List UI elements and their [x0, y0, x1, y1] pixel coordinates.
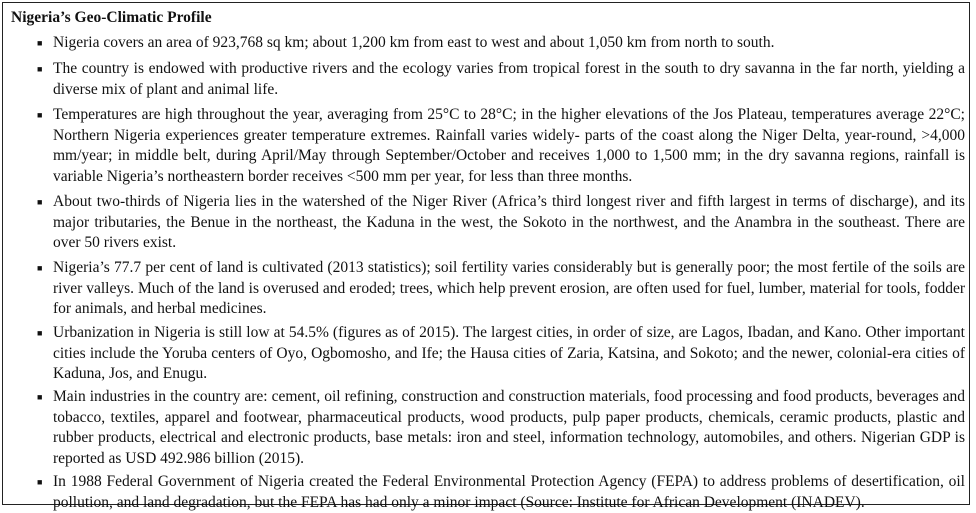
list-item [37, 472, 965, 513]
list-item-text: Nigeria’s 77.7 per cent of land is cultivated (2013 statistics); soil fertility varies considerably but is generally poor; the most fertile of the soils are river valleys. Much of the land is overused and eroded; trees, which help prevent erosion, are often used for fuel, lumber, material for tools, fodder for animals, and herbal medicines. [53, 259, 965, 317]
square-bullet-icon: ■ [37, 392, 43, 402]
profile-box [2, 2, 970, 511]
list-item [37, 258, 965, 320]
square-bullet-icon: ■ [37, 477, 43, 487]
list-item-text: Nigeria covers an area of 923,768 sq km; about 1,200 km from east to west and about 1,050 km from north to south. [53, 34, 775, 51]
list-item [37, 33, 965, 54]
list-item [37, 192, 965, 254]
list-item-text: The country is endowed with productive rivers and the ecology varies from tropical forest in the south to dry savanna in the far north, yielding a diverse mix of plant and animal life. [53, 60, 965, 98]
list-item [37, 387, 965, 469]
list-item [37, 105, 965, 187]
square-bullet-icon: ■ [37, 328, 43, 338]
square-bullet-icon: ■ [37, 64, 43, 74]
square-bullet-icon: ■ [37, 110, 43, 120]
square-bullet-icon: ■ [37, 197, 43, 207]
square-bullet-icon: ■ [37, 263, 43, 273]
square-bullet-icon: ■ [37, 38, 43, 48]
list-item-text: About two-thirds of Nigeria lies in the watershed of the Niger River (Africa’s third longest river and fifth largest in terms of discharge), and its major tributaries, the Benue in the northeast, the Kaduna in the west, the Sokoto in the northwest, and the Anambra in the southeast. There are over 50 rivers exist. [53, 193, 965, 251]
list-item-text: Temperatures are high throughout the year, averaging from 25°C to 28°C; in the higher elevations of the Jos Plateau, temperatures average 22°C; Northern Nigeria experiences greater temperature extremes. Rainfall varies widely- parts of the coast along the Niger Delta, year-round, >4,000 mm/year; in middle belt, during April/May through September/October and receives 1,000 to 1,500 mm; in the dry savanna regions, rainfall is variable Nigeria’s northeastern border receives <500 mm per year, for less than three months. [53, 106, 965, 185]
list-item [37, 323, 965, 385]
box-title: Nigeria’s Geo-Climatic Profile [11, 9, 212, 26]
list-item-text: In 1988 Federal Government of Nigeria created the Federal Environmental Protection Agency (FEPA) to address problems of desertification, oil pollution, and land degradation, but the FEPA has had only a minor impact (Source: Institute for African Development (INADEV). [53, 473, 965, 511]
list-item-text: Urbanization in Nigeria is still low at 54.5% (figures as of 2015). The largest cities, in order of size, are Lagos, Ibadan, and Kano. Other important cities include the Yoruba centers of Oyo, Ogbomosho, and Ife; the Hausa cities of Zaria, Katsina, and Sokoto; and the newer, colonial-era cities of Kaduna, Jos, and Enugu. [53, 324, 965, 382]
list-item [37, 59, 965, 100]
list-item-text: Main industries in the country are: cement, oil refining, construction and construction materials, food processing and food products, beverages and tobacco, textiles, apparel and footwear, pharmaceutical products, wood products, pulp paper products, chemicals, ceramic products, plastic and rubber products, electrical and electronic products, base metals: iron and steel, information technology, automobiles, and others. Nigerian GDP is reported as USD 492.986 billion (2015). [53, 388, 965, 467]
